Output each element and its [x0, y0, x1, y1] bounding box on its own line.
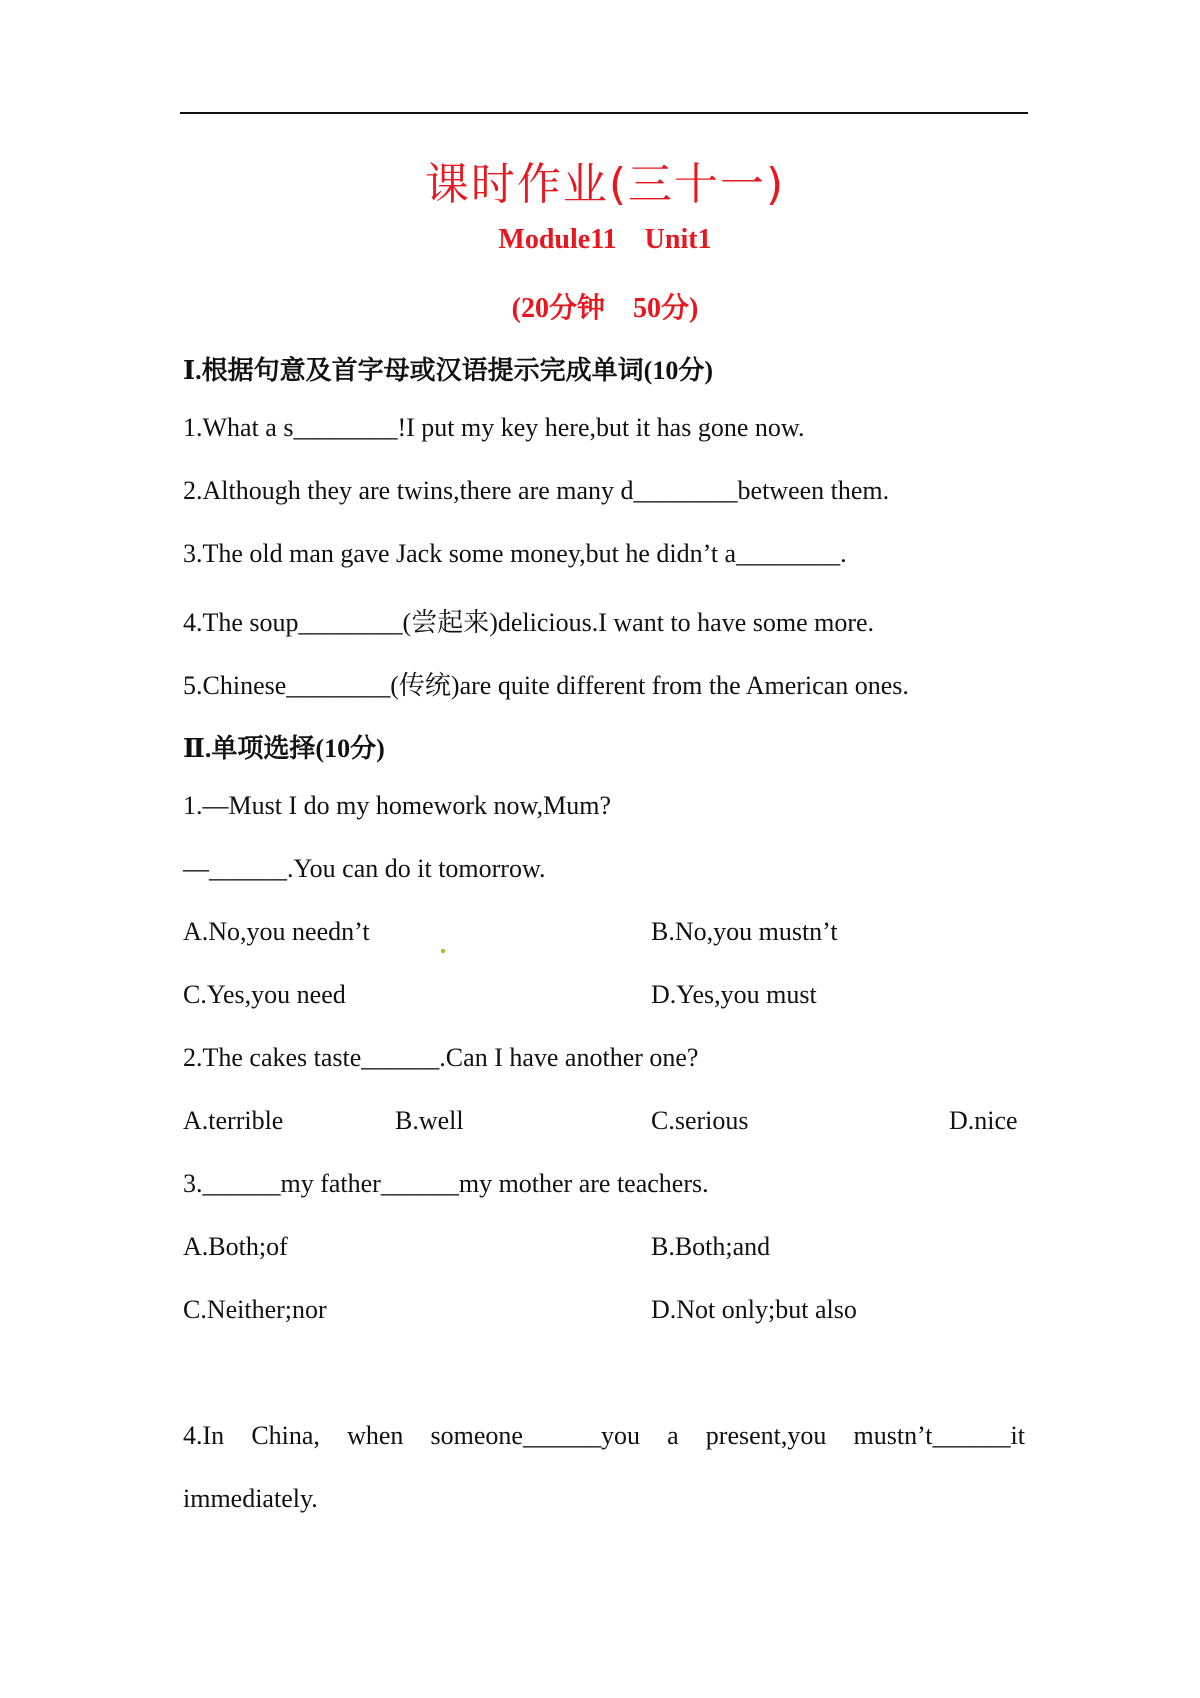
- q1-option-a: A.No,you needn’t: [183, 917, 370, 946]
- section1-item-4: 4.The soup________(尝起来)delicious.I want to have some more.: [183, 608, 875, 637]
- q4-word: present,you: [705, 1421, 827, 1450]
- section1-item-3: 3.The old man gave Jack some money,but he didn’t a________.: [183, 539, 847, 568]
- q1-answer-line: —______.You can do it tomorrow.: [183, 854, 546, 883]
- section1-item-1: 1.What a s________!I put my key here,but it has gone now.: [183, 413, 805, 442]
- q3-option-a: A.Both;of: [183, 1232, 288, 1261]
- q4-word: a: [667, 1421, 679, 1450]
- q3-option-d: D.Not only;but also: [651, 1295, 857, 1324]
- q1-option-d: D.Yes,you must: [651, 980, 817, 1009]
- time-label: (20分钟: [511, 293, 605, 324]
- time-score-label: [0, 286, 1200, 326]
- q4-word: mustn’t______it: [853, 1421, 1025, 1450]
- stray-dot: [440, 930, 445, 960]
- q3-option-c: C.Neither;nor: [183, 1295, 327, 1324]
- q2-question: 2.The cakes taste______.Can I have another one?: [183, 1043, 699, 1072]
- q1-question: 1.—Must I do my homework now,Mum?: [183, 791, 612, 820]
- q1-option-c: C.Yes,you need: [183, 980, 346, 1009]
- q2-option-d: D.nice: [949, 1106, 1018, 1135]
- header-rule: [180, 112, 1028, 114]
- module-unit-label: [0, 224, 1200, 256]
- q2-option-c: C.serious: [651, 1106, 749, 1135]
- page-title: 课时作业(三十一): [424, 159, 786, 210]
- q3-option-b: B.Both;and: [651, 1232, 771, 1261]
- q3-question: 3.______my father______my mother are teachers.: [183, 1169, 709, 1198]
- q2-option-a: A.terrible: [183, 1106, 284, 1135]
- q4-word: when: [347, 1421, 404, 1450]
- q2-option-b: B.well: [395, 1106, 464, 1135]
- q4-question: [183, 1421, 1025, 1451]
- unit-label: Unit1: [644, 224, 712, 255]
- section1-item-5: 5.Chinese________(传统)are quite different from the American ones.: [183, 671, 909, 700]
- q4-word: 4.In: [183, 1421, 225, 1450]
- q4-word: China,: [251, 1421, 320, 1450]
- section2-heading: Ⅱ.单项选择(10分): [183, 734, 385, 763]
- section1-heading: Ⅰ.根据句意及首字母或汉语提示完成单词(10分): [183, 356, 713, 385]
- score-label: 50分): [633, 293, 699, 324]
- q4-continuation: immediately.: [183, 1484, 318, 1513]
- section1-item-2: 2.Although they are twins,there are many d________between them.: [183, 476, 890, 505]
- module-label: Module11: [498, 224, 617, 255]
- q4-word: someone______you: [430, 1421, 640, 1450]
- q1-option-b: B.No,you mustn’t: [651, 917, 838, 946]
